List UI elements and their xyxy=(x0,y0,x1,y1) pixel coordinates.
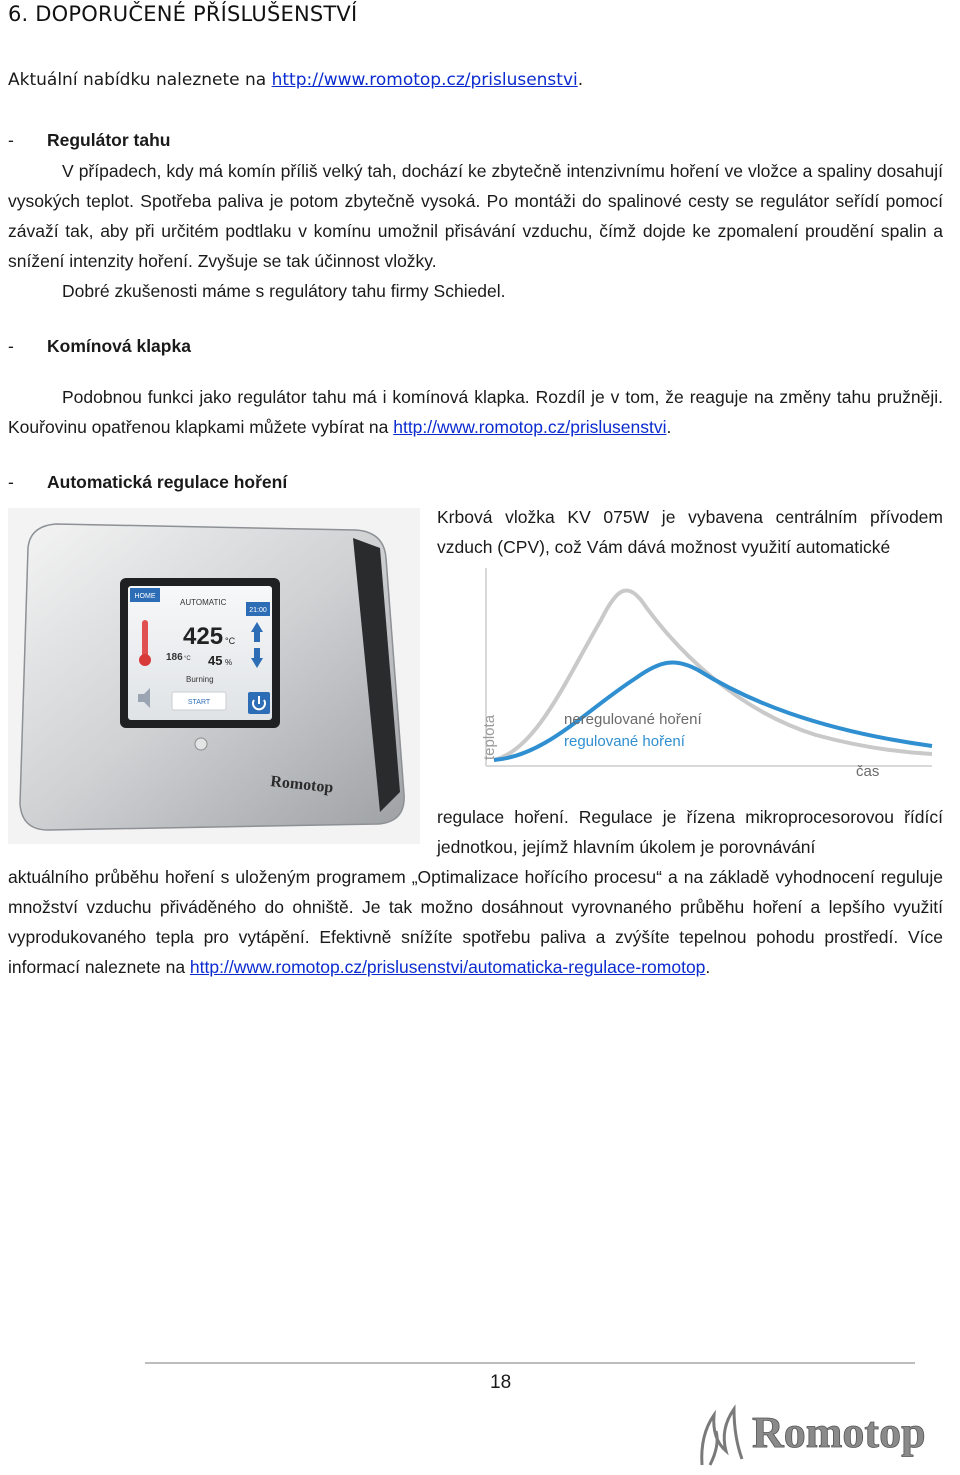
section-title-klapka: Komínová klapka xyxy=(47,336,191,356)
device-main-temp: 425 xyxy=(183,623,224,650)
burning-graph xyxy=(436,560,942,800)
legend-regulated: regulované hoření xyxy=(564,733,685,750)
intro-text: Aktuální nabídku naleznete na xyxy=(8,70,272,90)
section-title-auto: Automatická regulace hoření xyxy=(47,472,288,492)
accessories-link[interactable]: http://www.romotop.cz/prislusenstvi xyxy=(271,70,578,90)
device-mode-label: AUTOMATIC xyxy=(180,598,227,607)
device-home-label: HOME xyxy=(134,593,156,600)
auto-side-text-top: Krbová vložka KV 075W je vybavena centrálním přívodem vzduch (CPV), což Vám dává možnost využití automatické xyxy=(437,507,943,557)
list-dash: - xyxy=(8,336,14,356)
auto-regulation-link[interactable]: http://www.romotop.cz/prislusenstvi/automaticka-regulace-romotop xyxy=(189,957,706,977)
auto-end: . xyxy=(705,957,711,977)
device-brand-logo: Romotop xyxy=(269,773,335,797)
device-small-temp-unit: °C xyxy=(184,656,191,662)
device-status: Burning xyxy=(186,675,214,684)
klapka-link[interactable]: http://www.romotop.cz/prislusenstvi xyxy=(393,417,667,437)
legend-unregulated: neregulované hoření xyxy=(564,711,702,728)
auto-text: aktuálního průběhu hoření s uloženým programem „Optimalizace hořícího procesu“ a na základě vyhodnocení reguluje množství vzduchu přiváděného do ohniště. Je tak možno dosáhnout vyrovnaného průběhu hoření a lepšího využití vyprodukovaného tepla pro vytápění. Efektivně snížíte spotřebu paliva a zvýšíte tepelnou pohodu prostředí. Více informací naleznete na xyxy=(8,867,943,977)
device-small-temp: 186 xyxy=(166,652,183,663)
device-percent-unit: % xyxy=(225,658,233,667)
graph-xlabel: čas xyxy=(856,763,880,780)
list-dash: - xyxy=(8,130,14,150)
device-time-label: 21:00 xyxy=(249,607,267,614)
intro-paragraph xyxy=(8,70,583,90)
auto-paragraph xyxy=(8,862,943,982)
device-start-label: START xyxy=(187,699,211,706)
footer-logo-text: Romotop xyxy=(752,1408,926,1457)
list-dash: - xyxy=(8,472,14,492)
graph-ylabel: teplota xyxy=(481,714,498,760)
regulator-note: Dobré zkušenosti máme s regulátory tahu firmy Schiedel. xyxy=(62,281,506,301)
section-title-regulator: Regulátor tahu xyxy=(47,130,171,150)
klapka-paragraph xyxy=(8,382,943,442)
intro-end: . xyxy=(577,70,584,90)
device-percent: 45 xyxy=(208,653,223,668)
footer-divider xyxy=(145,1362,915,1364)
control-unit-photo xyxy=(8,508,420,844)
page-title: 6. DOPORUČENÉ PŘÍSLUŠENSTVÍ xyxy=(8,2,358,26)
device-main-temp-unit: °C xyxy=(225,636,236,646)
auto-side-text-bottom: regulace hoření. Regulace je řízena mikroprocesorovou řídící jednotkou, jejímž hlavním úkolem je porovnávání xyxy=(437,807,943,857)
regulator-paragraph: V případech, kdy má komín příliš velký tah, dochází ke zbytečně intenzivnímu hoření ve vložce a spaliny dosahují vysokých teplot. Spotřeba paliva je potom zbytečně vysoká. Po montáži do spalinové cesty se regulátor seřídí pomocí závaží tak, aby při určitém podtlaku v komínu umožnil přisávání vzduchu, čímž dojde ke zpomalení proudění spalin a snížení intenzity hoření. Zvyšuje se tak účinnost vložky. xyxy=(8,161,943,271)
page-number: 18 xyxy=(490,1372,512,1393)
romotop-logo xyxy=(690,1395,960,1470)
klapka-end: . xyxy=(666,417,672,437)
klapka-text: Podobnou funkci jako regulátor tahu má i komínová klapka. Rozdíl je v tom, že reaguje na změny tahu pružněji. Kouřovinu opatřenou klapkami můžete vybírat na xyxy=(8,387,943,437)
